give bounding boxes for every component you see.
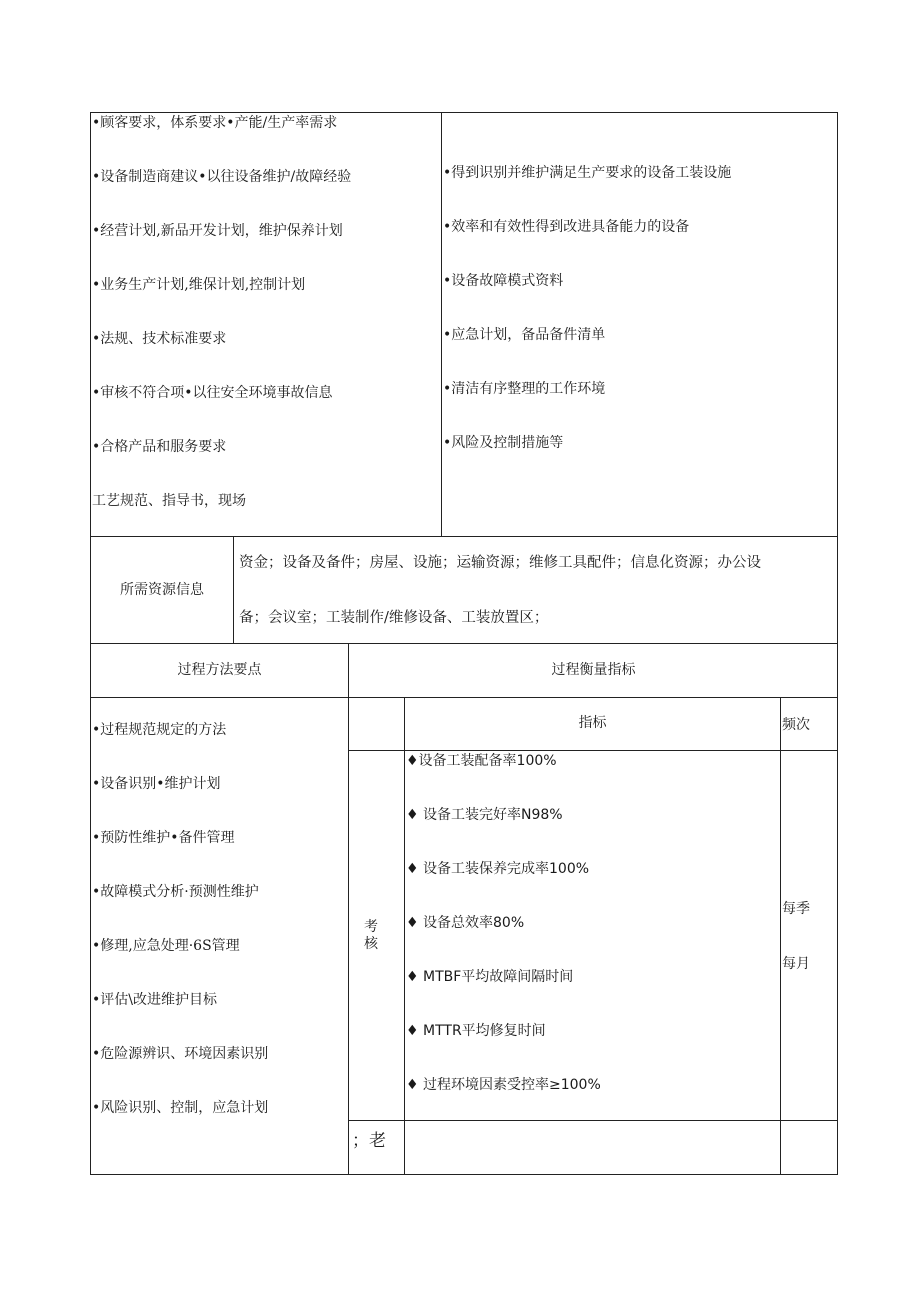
col-divider-assess: [404, 697, 405, 1175]
method-item: •危险源辨识、环境因素识别: [92, 1046, 269, 1062]
last-row-label: ；老: [352, 1131, 386, 1151]
indicator-item: ♦ 设备工装保养完成率100%: [406, 861, 590, 877]
output-item: •应急计划，备品备件清单: [443, 327, 606, 343]
method-item: •故障模式分析·预测性维护: [92, 884, 259, 900]
output-item: •得到识别并维护满足生产要求的设备工装设施: [443, 165, 732, 181]
col-divider-methods-measures: [348, 643, 349, 1175]
row-divider-headers: [90, 643, 838, 644]
output-item: •效率和有效性得到改进具备能力的设备: [443, 219, 690, 235]
input-item: •审核不符合项•以往安全环境事故信息: [92, 385, 333, 401]
output-item: •风险及控制措施等: [443, 435, 564, 451]
col-divider-inputs-outputs: [441, 112, 442, 536]
method-item: •预防性维护•备件管理: [92, 830, 235, 846]
assess-label: 考: [364, 919, 378, 935]
frequency-column-header: 频次: [782, 717, 810, 733]
indicator-item: ♦ MTTR平均修复时间: [406, 1023, 546, 1039]
col-divider-frequency: [780, 697, 781, 1175]
measures-header: 过程衡量指标: [551, 662, 636, 678]
output-item: •清洁有序整理的工作环境: [443, 381, 606, 397]
method-item: •风险识别、控制，应急计划: [92, 1100, 269, 1116]
method-item: •过程规范规定的方法: [92, 722, 227, 738]
row-divider-indicator-header: [348, 750, 838, 751]
input-item: 工艺规范、指导书，现场: [92, 493, 246, 509]
row-divider-last-row: [348, 1120, 838, 1121]
col-divider-resources: [233, 536, 234, 643]
resources-label: 所需资源信息: [120, 582, 204, 598]
input-item: •顾客要求，体系要求•产能/生产率需求: [92, 115, 338, 131]
method-item: •修理,应急处理·6S管理: [92, 938, 240, 954]
frequency-value: 每月: [782, 956, 810, 972]
assess-label: 核: [364, 936, 378, 952]
input-item: •合格产品和服务要求: [92, 439, 227, 455]
row-divider-resources: [90, 536, 838, 537]
method-item: •设备识别•维护计划: [92, 776, 221, 792]
method-item: •评估\改进维护目标: [92, 992, 217, 1008]
input-item: •业务生产计划,维保计划,控制计划: [92, 277, 306, 293]
indicator-item: ♦ 设备工装完好率N98%: [406, 807, 563, 823]
indicator-item: ♦ MTBF平均故障间隔时间: [406, 969, 574, 985]
resources-text-line-1: 资金；设备及备件；房屋、设施；运输资源；维修工具配件；信息化资源；办公设: [239, 555, 761, 571]
indicator-item: ♦ 设备总效率80%: [406, 915, 525, 931]
input-item: •设备制造商建议•以往设备维护/故障经验: [92, 169, 352, 185]
output-item: •设备故障模式资料: [443, 273, 564, 289]
resources-text-line-2: 备；会议室；工装制作/维修设备、工装放置区；: [239, 610, 549, 626]
indicator-column-header: 指标: [578, 715, 607, 731]
methods-header: 过程方法要点: [177, 662, 262, 678]
input-item: •法规、技术标准要求: [92, 331, 227, 347]
frequency-value: 每季: [782, 901, 810, 917]
row-divider-methods: [90, 697, 838, 698]
indicator-item: ♦ 过程环境因素受控率≥100%: [406, 1077, 601, 1093]
indicator-item: ♦设备工装配备率100%: [406, 753, 557, 769]
input-item: •经营计划,新品开发计划，维护保养计划: [92, 223, 343, 239]
